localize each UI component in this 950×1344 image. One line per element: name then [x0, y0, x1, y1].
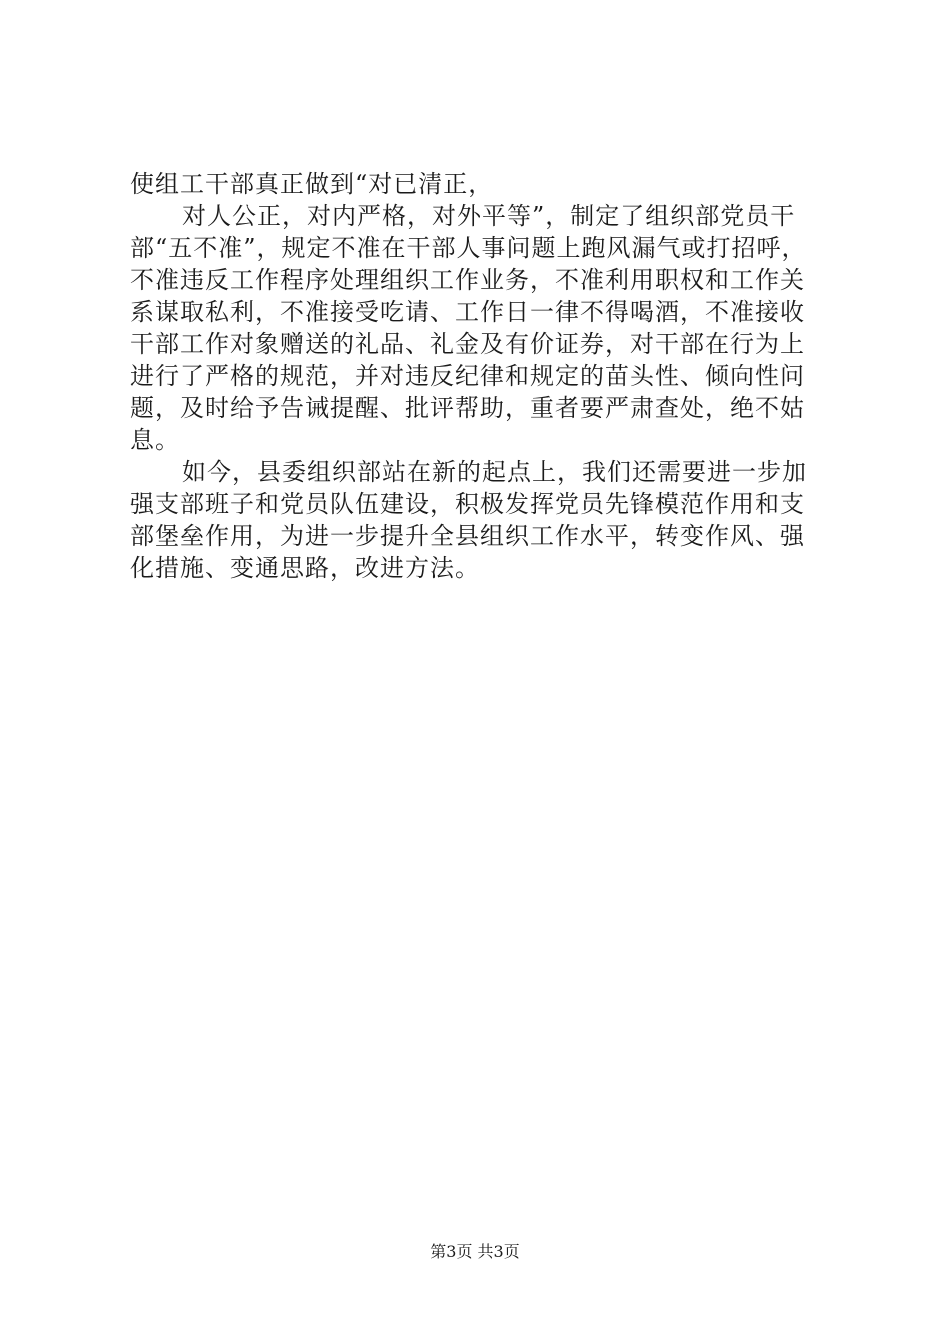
text-line: 息。 — [130, 426, 180, 454]
text-line: 不准违反工作程序处理组织工作业务，不准利用职权和工作关 — [130, 266, 805, 294]
text-line: 系谋取私利，不准接受吃请、工作日一律不得喝酒，不准接收 — [130, 298, 805, 326]
paragraph-start-line: 对人公正，对内严格，对外平等”，制定了组织部党员干 — [182, 202, 796, 230]
paragraph-start-line: 如今，县委组织部站在新的起点上，我们还需要进一步加 — [182, 458, 807, 486]
text-line: 干部工作对象赠送的礼品、礼金及有价证券，对干部在行为上 — [130, 330, 805, 358]
text-line: 题，及时给予告诫提醒、批评帮助，重者要严肃查处，绝不姑 — [130, 394, 805, 422]
text-line: 使组工干部真正做到“对已清正， — [130, 170, 494, 198]
text-line: 部“五不准”，规定不准在干部人事问题上跑风漏气或打招呼， — [130, 234, 807, 262]
page-number-footer: 第3页 共3页 — [430, 1242, 520, 1261]
text-line: 进行了严格的规范，并对违反纪律和规定的苗头性、倾向性问 — [130, 362, 805, 390]
text-line: 部堡垒作用，为进一步提升全县组织工作水平，转变作风、强 — [130, 522, 805, 550]
document-body — [130, 168, 830, 584]
text-line: 强支部班子和党员队伍建设，积极发挥党员先锋模范作用和支 — [130, 490, 805, 518]
text-line: 化措施、变通思路，改进方法。 — [130, 554, 480, 582]
